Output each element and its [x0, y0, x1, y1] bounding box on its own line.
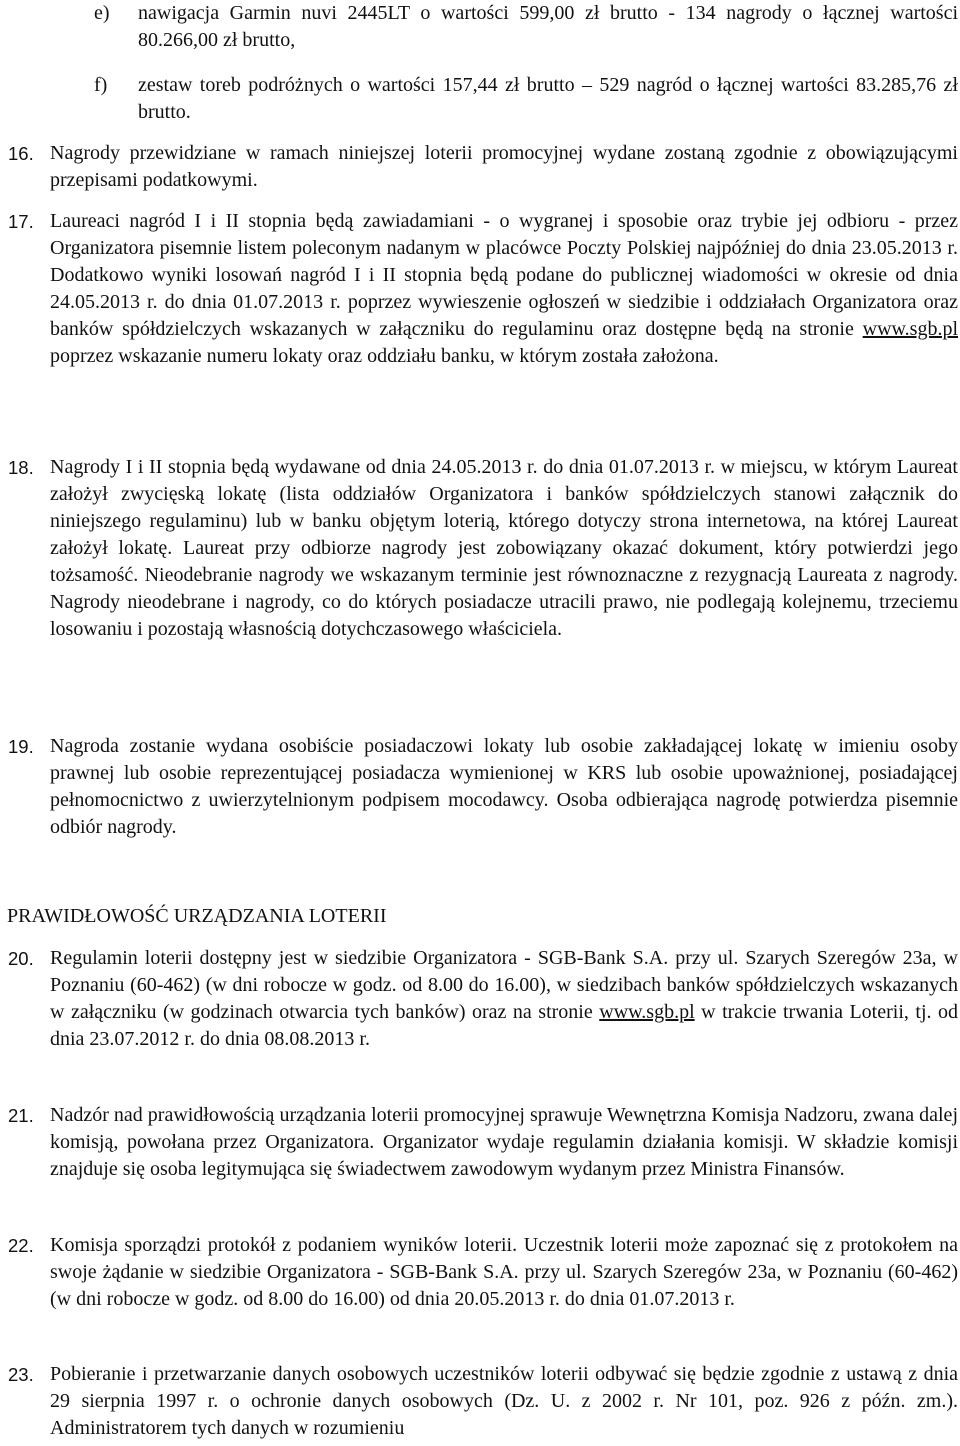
- website-link[interactable]: www.sgb.pl: [599, 1001, 695, 1023]
- list-item-text: nawigacja Garmin nuvi 2445LT o wartości 599,00 zł brutto - 134 nagrody o łącznej wartości 80.266,00 zł brutto,: [138, 2, 958, 51]
- paragraph-text-part: Regulamin loterii dostępny jest w siedzibie Organizatora - SGB-Bank S.A. przy ul. Szarych Szeregów 23a, w Poznaniu (60-462) (w dni robocze w godz. od 8.00 do 16.00), w siedzibach banków spółdzielczych wskazanych w załączniku (w godzinach otwarcia tych banków) oraz na stronie: [50, 947, 958, 1023]
- list-item-f: [0, 72, 960, 126]
- paragraph-text-part: poprzez wskazanie numeru lokaty oraz oddziału banku, w którym została założona.: [50, 345, 719, 367]
- paragraph-text-part: Laureaci nagród I i II stopnia będą zawiadamiani - o wygranej i sposobie oraz trybie jej odbioru - przez Organizatora pisemnie listem poleconym nadanym w placówce Poczty Polskiej najpóźniej do dnia 23.05.2013 r. Dodatkowo wyniki losowań nagród I i II stopnia będą podane do publicznej wiadomości w okresie od dnia 24.05.2013 r. do dnia 01.07.2013 r. poprzez wywieszenie ogłoszeń w siedzibie i oddziałach Organizatora oraz banków spółdzielczych wskazanych w załączniku do regulaminu oraz dostępne będą na stronie: [50, 210, 958, 340]
- paragraph-text: Nagrody I i II stopnia będą wydawane od dnia 24.05.2013 r. do dnia 01.07.2013 r. w miejscu, w którym Laureat założył zwycięską lokatę (lista oddziałów Organizatora i banków spółdzielczych stanowi załącznik do niniejszego regulaminu) lub w banku objętym loterią, którego dotyczy strona internetowa, na której Laureat założył lokatę. Laureat przy odbiorze nagrody jest zobowiązany okazać dokument, który potwierdzi jego tożsamość. Nieodebranie nagrody we wskazanym terminie jest równoznaczne z rezygnacją Laureata z nagrody. Nagrody nieodebrane i nagrody, co do których posiadacze utracili prawo, nie podlegają kolejnemu, trzeciemu losowaniu i pozostają własnością dotychczasowego właściciela.: [50, 456, 958, 640]
- paragraph-text: Nadzór nad prawidłowością urządzania loterii promocyjnej sprawuje Wewnętrzna Komisja Nadzoru, zwana dalej komisją, powołana przez Organizatora. Organizator wydaje regulamin działania komisji. W składzie komisji znajduje się osoba legitymująca się świadectwem zawodowym wydanym przez Ministra Finansów.: [50, 1104, 958, 1180]
- list-item-e: [0, 0, 960, 54]
- paragraph-23: [0, 1361, 960, 1442]
- paragraph-21: [0, 1102, 960, 1183]
- paragraph-18: [0, 454, 960, 643]
- paragraph-22: [0, 1232, 960, 1313]
- paragraph-number: 20.: [8, 948, 34, 969]
- paragraph-number: 18.: [8, 457, 34, 478]
- paragraph-text: Nagroda zostanie wydana osobiście posiadaczowi lokaty lub osobie zakładającej lokatę w imieniu osoby prawnej lub osobie reprezentującej posiadacza wymienionej w KRS lub osobie upoważnionej, posiadającej pełnomocnictwo z uwierzytelnionym podpisem mocodawcy. Osoba odbierająca nagrodę potwierdza pisemnie odbiór nagrody.: [50, 735, 958, 838]
- paragraph-text-part: w trakcie trwania Loterii, tj. od dnia 23.07.2012 r. do dnia 08.08.2013 r.: [50, 1001, 958, 1050]
- paragraph-text: [50, 945, 958, 1053]
- paragraph-text: [50, 208, 958, 370]
- section-heading: PRAWIDŁOWOŚĆ URZĄDZANIA LOTERII: [7, 905, 387, 927]
- list-marker: f): [94, 74, 108, 96]
- paragraph-text: Nagrody przewidziane w ramach niniejszej loterii promocyjnej wydane zostaną zgodnie z obowiązującymi przepisami podatkowymi.: [50, 142, 958, 191]
- paragraph-number: 17.: [8, 211, 34, 232]
- paragraph-number: 22.: [8, 1235, 34, 1256]
- paragraph-number: 23.: [8, 1364, 34, 1385]
- website-link[interactable]: www.sgb.pl: [862, 318, 958, 340]
- paragraph-text: Komisja sporządzi protokół z podaniem wyników loterii. Uczestnik loterii może zapoznać się z protokołem na swoje żądanie w siedzibie Organizatora - SGB-Bank S.A. przy ul. Szarych Szeregów 23a, w Poznaniu (60-462) (w dni robocze w godz. od 8.00 do 16.00) od dnia 20.05.2013 r. do dnia 01.07.2013 r.: [50, 1234, 958, 1310]
- list-item-text: zestaw toreb podróżnych o wartości 157,44 zł brutto – 529 nagród o łącznej wartości 83.285,76 zł brutto.: [138, 74, 958, 123]
- paragraph-17: [0, 208, 960, 370]
- paragraph-text: Pobieranie i przetwarzanie danych osobowych uczestników loterii odbywać się będzie zgodnie z ustawą z dnia 29 sierpnia 1997 r. o ochronie danych osobowych (Dz. U. z 2002 r. Nr 101, poz. 926 z późn. zm.). Administratorem tych danych w rozumieniu: [50, 1363, 958, 1439]
- paragraph-number: 16.: [8, 143, 34, 164]
- list-marker: e): [94, 2, 110, 24]
- paragraph-20: [0, 945, 960, 1053]
- paragraph-19: [0, 733, 960, 841]
- paragraph-16: [0, 140, 960, 194]
- paragraph-number: 19.: [8, 736, 34, 757]
- paragraph-number: 21.: [8, 1105, 34, 1126]
